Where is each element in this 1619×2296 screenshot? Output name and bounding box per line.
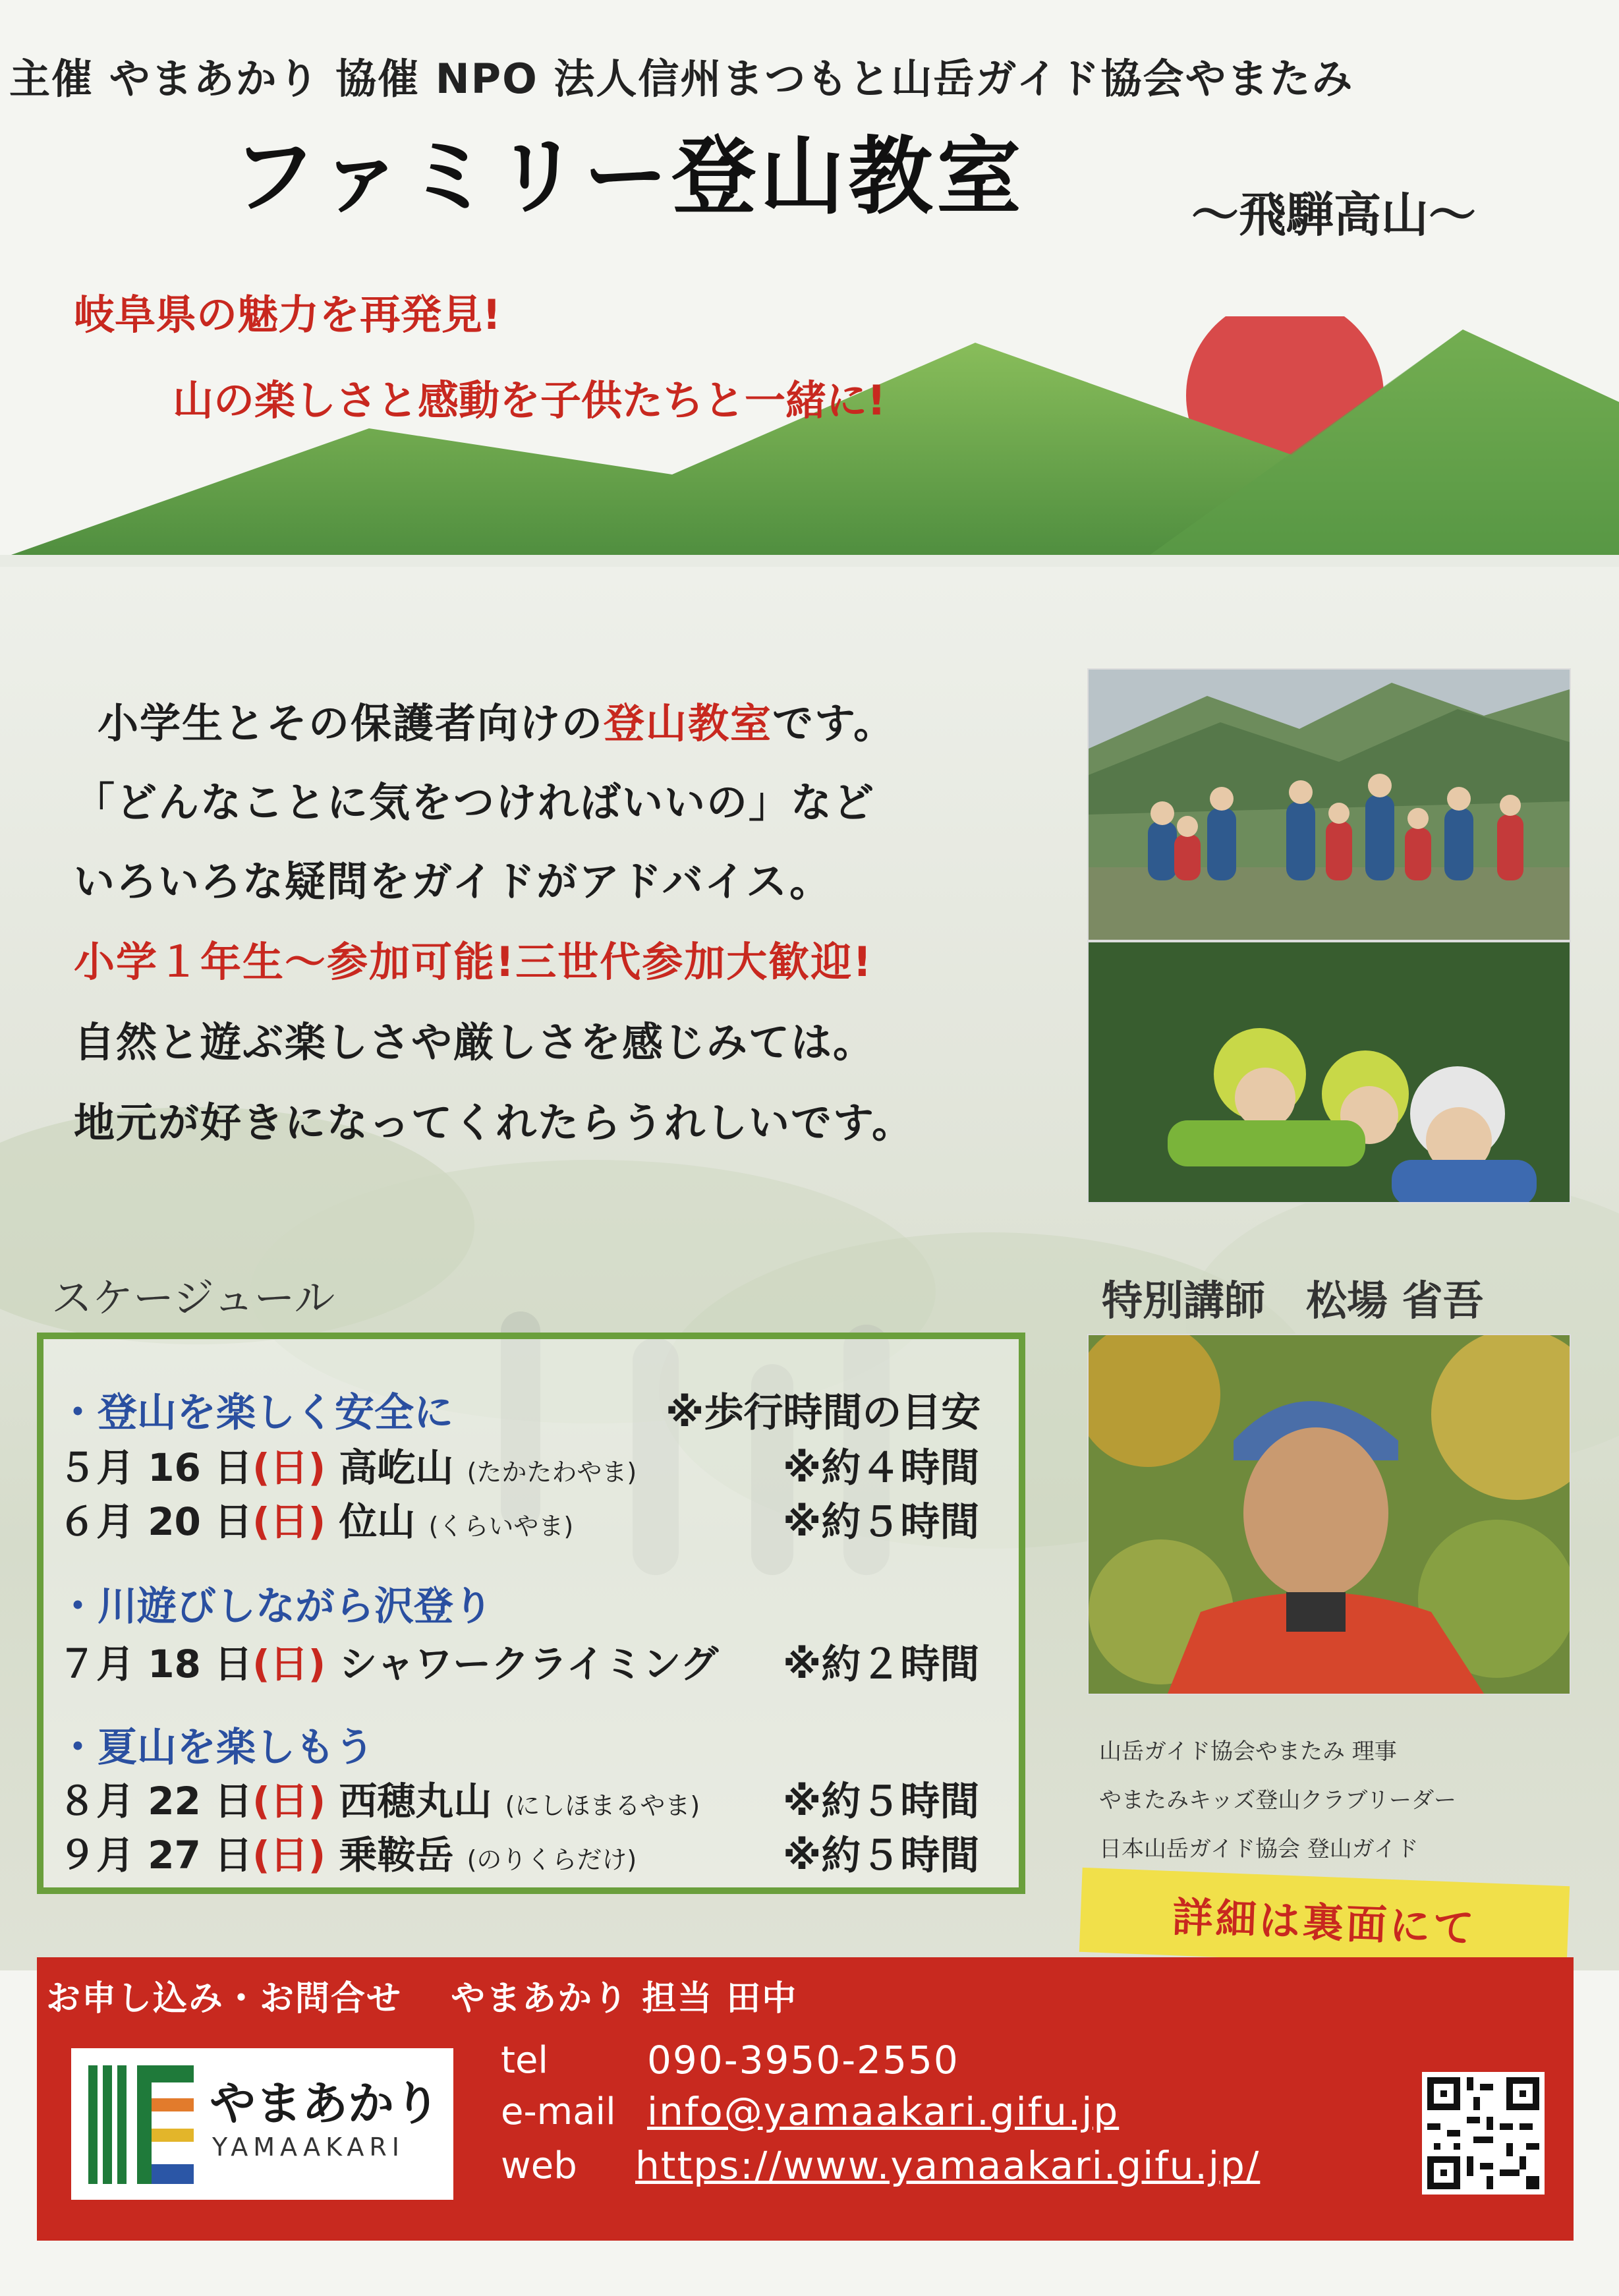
event-duration: ※約５時間 (783, 1499, 980, 1545)
event-place: 高屹山 (339, 1445, 454, 1490)
schedule-row (58, 1770, 700, 1825)
event-duration: ※約５時間 (783, 1779, 980, 1825)
intro-line-6: 地元が好きになってくれたらうれしいです。 (74, 1099, 915, 1147)
schedule-row (58, 1633, 718, 1688)
event-place: 位山 (339, 1499, 416, 1544)
schedule-row (58, 1824, 637, 1880)
instructor-heading: 特別講師 松場 省吾 (1102, 1277, 1484, 1325)
kids-climbing-photo (1087, 941, 1571, 1203)
event-dow: (日) (252, 1833, 326, 1878)
event-reading: (にしほまるやま) (505, 1791, 700, 1820)
intro-highlight: 登山教室 (604, 699, 773, 747)
catchphrase-2: 山の楽しさと感動を子供たちと一緒に! (173, 376, 886, 424)
intro-text: 小学生とその保護者向けの (98, 699, 604, 747)
schedule-row (58, 1491, 573, 1546)
details-note-text: 詳細は裏面にて (1171, 1892, 1478, 1953)
schedule-category: ・川遊びしながら沢登り (58, 1584, 493, 1630)
catchphrase-1: 岐阜県の魅力を再発見! (74, 291, 501, 339)
qr-code-icon (1427, 2077, 1539, 2189)
event-place: 乗鞍岳 (339, 1833, 454, 1878)
event-reading: (くらいやま) (428, 1512, 574, 1541)
event-dow: (日) (252, 1445, 326, 1490)
logo-name-jp: やまあかり (210, 2077, 440, 2131)
web-link[interactable]: https://www.yamaakari.gifu.jp/ (635, 2143, 1261, 2188)
instructor-photo (1087, 1334, 1571, 1695)
logo-mark-icon (86, 2065, 198, 2184)
page-title: ファミリー登山教室 (232, 128, 1025, 226)
logo (71, 2048, 453, 2200)
logo-name-en: YAMAAKARI (212, 2133, 405, 2162)
web-label: web (501, 2144, 577, 2187)
event-date: ９月 27 日 (58, 1833, 253, 1878)
event-date: ７月 18 日 (58, 1642, 253, 1686)
page-subtitle: ～飛騨高山～ (1191, 187, 1477, 243)
event-place: 西穂丸山 (339, 1779, 492, 1823)
tel-number[interactable]: 090-3950-2550 (647, 2038, 959, 2082)
instructor-credential: 山岳ガイド協会やまたみ 理事 (1099, 1738, 1397, 1765)
event-place: シャワークライミング (339, 1642, 719, 1686)
event-dow: (日) (252, 1499, 326, 1544)
event-dow: (日) (252, 1642, 326, 1686)
event-date: ５月 16 日 (58, 1445, 253, 1490)
instructor-credential: やまたみキッズ登山クラブリーダー (1099, 1787, 1456, 1814)
intro-line-2: 「どんなことに気をつければいいの」など (74, 778, 876, 826)
event-duration: ※約４時間 (783, 1445, 980, 1491)
email-label: e-mail (501, 2090, 616, 2133)
schedule-category: ・登山を楽しく安全に (58, 1390, 453, 1436)
event-reading: (たかたわやま) (467, 1458, 637, 1487)
mountain-graphic (0, 316, 1619, 567)
event-dow: (日) (252, 1779, 326, 1823)
intro-line-3: いろいろな疑問をガイドがアドバイス。 (74, 857, 832, 905)
qr-code[interactable] (1422, 2072, 1545, 2195)
event-duration: ※約２時間 (783, 1642, 980, 1688)
organizers-line: 主催 やまあかり 協催 NPO 法人信州まつもと山岳ガイド協会やまたみ (9, 55, 1354, 103)
instructor-credential: 日本山岳ガイド協会 登山ガイド (1099, 1836, 1419, 1862)
group-hiking-photo (1087, 668, 1571, 941)
event-date: ６月 20 日 (58, 1499, 253, 1544)
schedule-category: ・夏山を楽しもう (58, 1725, 374, 1771)
intro-line-5: 自然と遊ぶ楽しさや厳しさを感じみては。 (74, 1018, 876, 1066)
schedule-heading: スケージュール (51, 1274, 335, 1322)
inquiry-line: お申し込み・お問合せ やまあかり 担当 田中 (46, 1979, 798, 2019)
schedule-row (58, 1437, 637, 1492)
intro-line-4: 小学１年生～参加可能!三世代参加大歓迎! (74, 938, 873, 986)
tel-label: tel (501, 2039, 548, 2082)
walk-time-note: ※歩行時間の目安 (666, 1390, 981, 1436)
intro-line-1 (98, 691, 895, 749)
event-date: ８月 22 日 (58, 1779, 253, 1823)
event-reading: (のりくらだけ) (467, 1845, 637, 1874)
event-duration: ※約５時間 (783, 1833, 980, 1879)
email-link[interactable]: info@yamaakari.gifu.jp (647, 2089, 1120, 2134)
intro-text: です。 (772, 699, 896, 747)
